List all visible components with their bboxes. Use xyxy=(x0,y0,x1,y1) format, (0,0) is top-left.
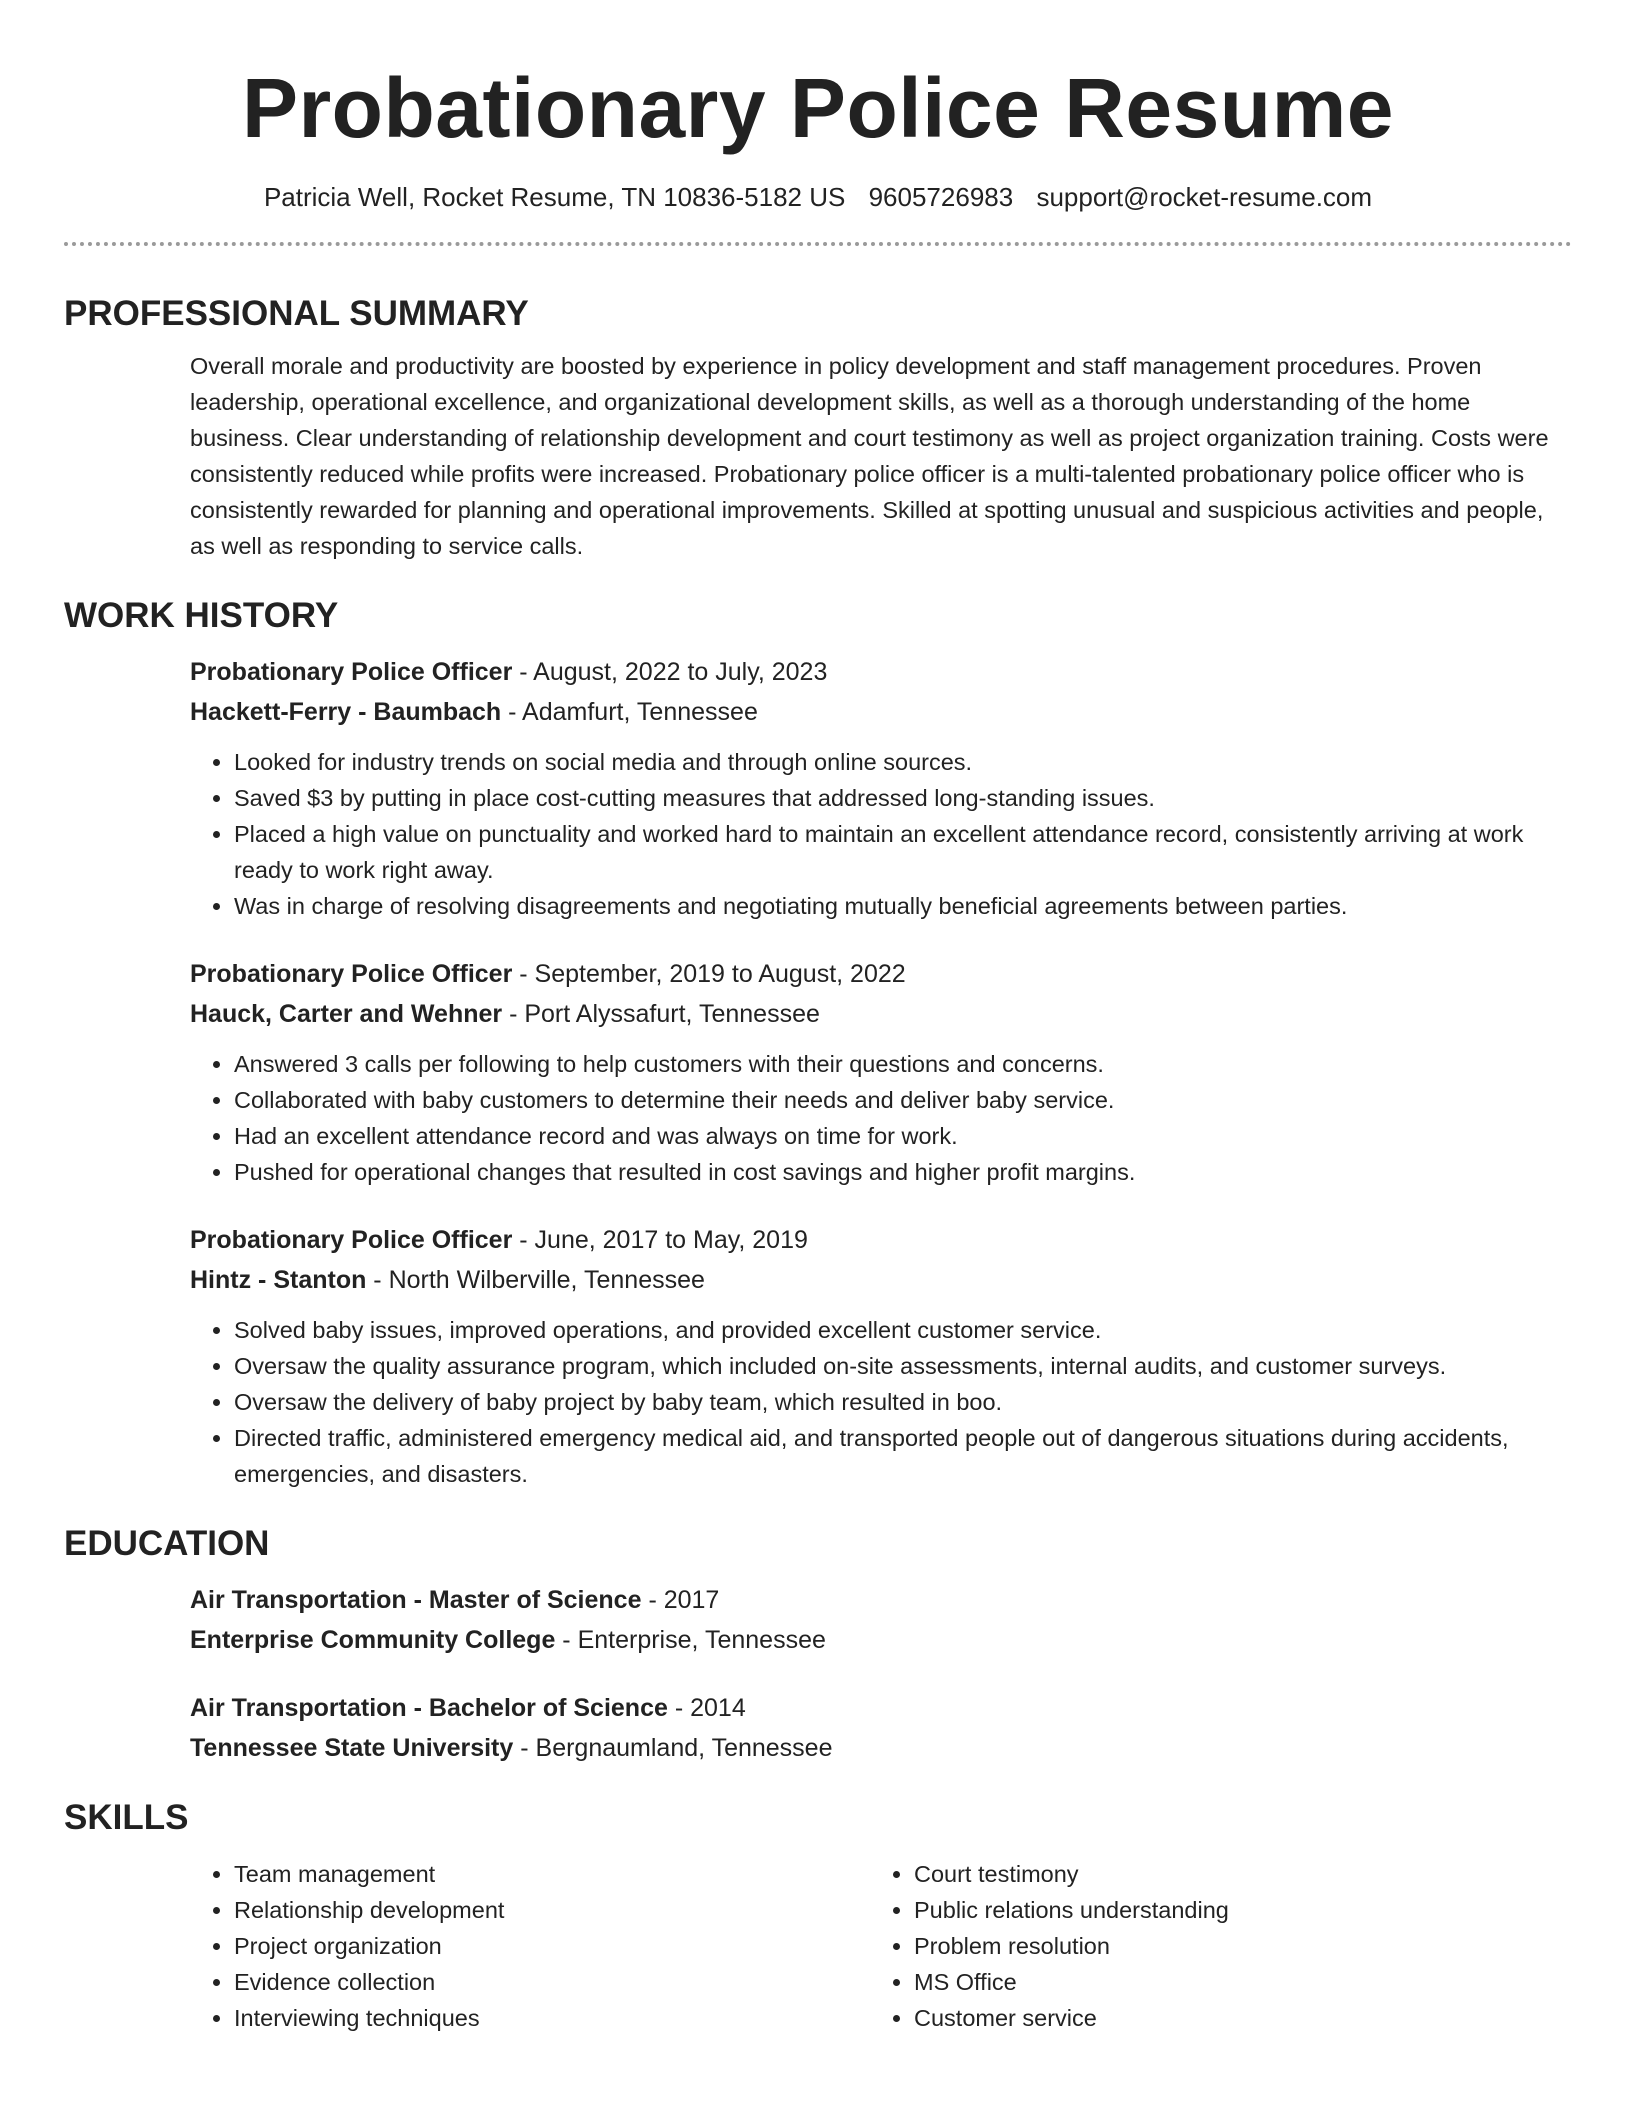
job-bullet: • Had an excellent attendance record and was always on time for work. xyxy=(234,1118,1572,1154)
education-year: - 2014 xyxy=(667,1694,746,1722)
education-heading: EDUCATION xyxy=(64,1524,270,1563)
job-title-line xyxy=(190,1222,1572,1258)
work-history-heading: WORK HISTORY xyxy=(64,596,339,635)
job-company: Hauck, Carter and Wehner xyxy=(190,1000,503,1028)
skill-item: • Relationship development xyxy=(234,1892,870,1928)
education-school: Enterprise Community College xyxy=(190,1626,556,1654)
job-bullet: • Collaborated with baby customers to determine their needs and deliver baby service. xyxy=(234,1082,1572,1118)
skill-item: • MS Office xyxy=(914,1964,1550,2000)
job-bullet: • Oversaw the delivery of baby project by baby team, which resulted in boo. xyxy=(234,1384,1572,1420)
education-location: - Bergnaumland, Tennessee xyxy=(513,1734,833,1762)
job-entry xyxy=(190,1222,1572,1492)
job-bullet: • Was in charge of resolving disagreements and negotiating mutually beneficial agreements between parties. xyxy=(234,888,1572,924)
job-location: - Adamfurt, Tennessee xyxy=(501,698,758,726)
job-location: - Port Alyssafurt, Tennessee xyxy=(502,1000,820,1028)
job-company-line xyxy=(190,694,1572,730)
job-company: Hintz - Stanton xyxy=(190,1266,367,1294)
education-school-line xyxy=(190,1622,1572,1658)
summary-text: Overall morale and productivity are boosted by experience in policy development and staff management procedures. Proven leadership, operational excellence, and organizational development skills, as well as a thorough understanding of the home business. Clear understanding of relationship development and court testimony as well as project organization training. Costs were consistently reduced while profits were increased. Probationary police officer is a multi-talented probationary police officer who is consistently rewarded for planning and operational improvements. Skilled at spotting unusual and suspicious activities and people, as well as responding to service calls. xyxy=(190,353,1549,559)
contact-line xyxy=(64,180,1572,214)
job-bullet: • Looked for industry trends on social media and through online sources. xyxy=(234,744,1572,780)
contact-email: support@rocket-resume.com xyxy=(1036,182,1373,212)
job-entry xyxy=(190,956,1572,1190)
resume-title: Probationary Police Resume xyxy=(241,61,1395,155)
job-bullet: • Solved baby issues, improved operations, and provided excellent customer service. xyxy=(234,1312,1572,1348)
job-bullets xyxy=(190,1046,1572,1190)
skills-list-right xyxy=(870,1856,1550,2036)
job-bullet: • Directed traffic, administered emergency medical aid, and transported people out of dangerous situations during accidents, emergencies, and disasters. xyxy=(234,1420,1572,1492)
job-bullets xyxy=(190,1312,1572,1492)
job-entry xyxy=(190,654,1572,924)
skills-heading: SKILLS xyxy=(64,1798,189,1837)
job-title-line xyxy=(190,654,1572,690)
education-degree-line xyxy=(190,1690,1572,1726)
job-company-line xyxy=(190,996,1572,1032)
education-entry xyxy=(190,1690,1572,1766)
job-dates: - June, 2017 to May, 2019 xyxy=(512,1226,808,1254)
job-bullet: • Oversaw the quality assurance program, which included on-site assessments, internal audits, and customer surveys. xyxy=(234,1348,1572,1384)
skill-item: • Team management xyxy=(234,1856,870,1892)
skills-list-left xyxy=(190,1856,870,2036)
education-degree-line xyxy=(190,1582,1572,1618)
job-location: - North Wilberville, Tennessee xyxy=(366,1266,705,1294)
job-dates: - August, 2022 to July, 2023 xyxy=(512,658,828,686)
skill-item: • Project organization xyxy=(234,1928,870,1964)
skills-section xyxy=(190,1856,1572,2036)
job-title: Probationary Police Officer xyxy=(190,1226,513,1254)
contact-phone: 9605726983 xyxy=(868,182,1014,212)
skill-item: • Customer service xyxy=(914,2000,1550,2036)
resume-page xyxy=(64,0,1572,2036)
education-degree: Air Transportation - Bachelor of Science xyxy=(190,1694,668,1722)
skill-item: • Court testimony xyxy=(914,1856,1550,1892)
job-company: Hackett-Ferry - Baumbach xyxy=(190,698,502,726)
contact-address: Patricia Well, Rocket Resume, TN 10836-5182 US xyxy=(263,182,846,212)
education-school: Tennessee State University xyxy=(190,1734,514,1762)
job-bullet: • Pushed for operational changes that resulted in cost savings and higher profit margins. xyxy=(234,1154,1572,1190)
job-bullet: • Answered 3 calls per following to help customers with their questions and concerns. xyxy=(234,1046,1572,1082)
work-history-section xyxy=(190,654,1572,1492)
education-degree: Air Transportation - Master of Science xyxy=(190,1586,642,1614)
summary-section xyxy=(190,348,1572,564)
job-bullet: • Placed a high value on punctuality and worked hard to maintain an excellent attendance record, consistently arriving at work ready to work right away. xyxy=(234,816,1572,888)
skill-item: • Public relations understanding xyxy=(914,1892,1550,1928)
job-bullet: • Saved $3 by putting in place cost-cutting measures that addressed long-standing issues. xyxy=(234,780,1572,816)
education-entry xyxy=(190,1582,1572,1658)
education-section xyxy=(190,1582,1572,1766)
job-title: Probationary Police Officer xyxy=(190,960,513,988)
education-location: - Enterprise, Tennessee xyxy=(555,1626,826,1654)
skill-item: • Evidence collection xyxy=(234,1964,870,2000)
skill-item: • Interviewing techniques xyxy=(234,2000,870,2036)
job-title-line xyxy=(190,956,1572,992)
education-year: - 2017 xyxy=(641,1586,720,1614)
education-school-line xyxy=(190,1730,1572,1766)
skill-item: • Problem resolution xyxy=(914,1928,1550,1964)
header-divider xyxy=(64,242,1572,246)
summary-heading: PROFESSIONAL SUMMARY xyxy=(64,294,529,333)
job-bullets xyxy=(190,744,1572,924)
job-company-line xyxy=(190,1262,1572,1298)
job-dates: - September, 2019 to August, 2022 xyxy=(512,960,906,988)
job-title: Probationary Police Officer xyxy=(190,658,513,686)
